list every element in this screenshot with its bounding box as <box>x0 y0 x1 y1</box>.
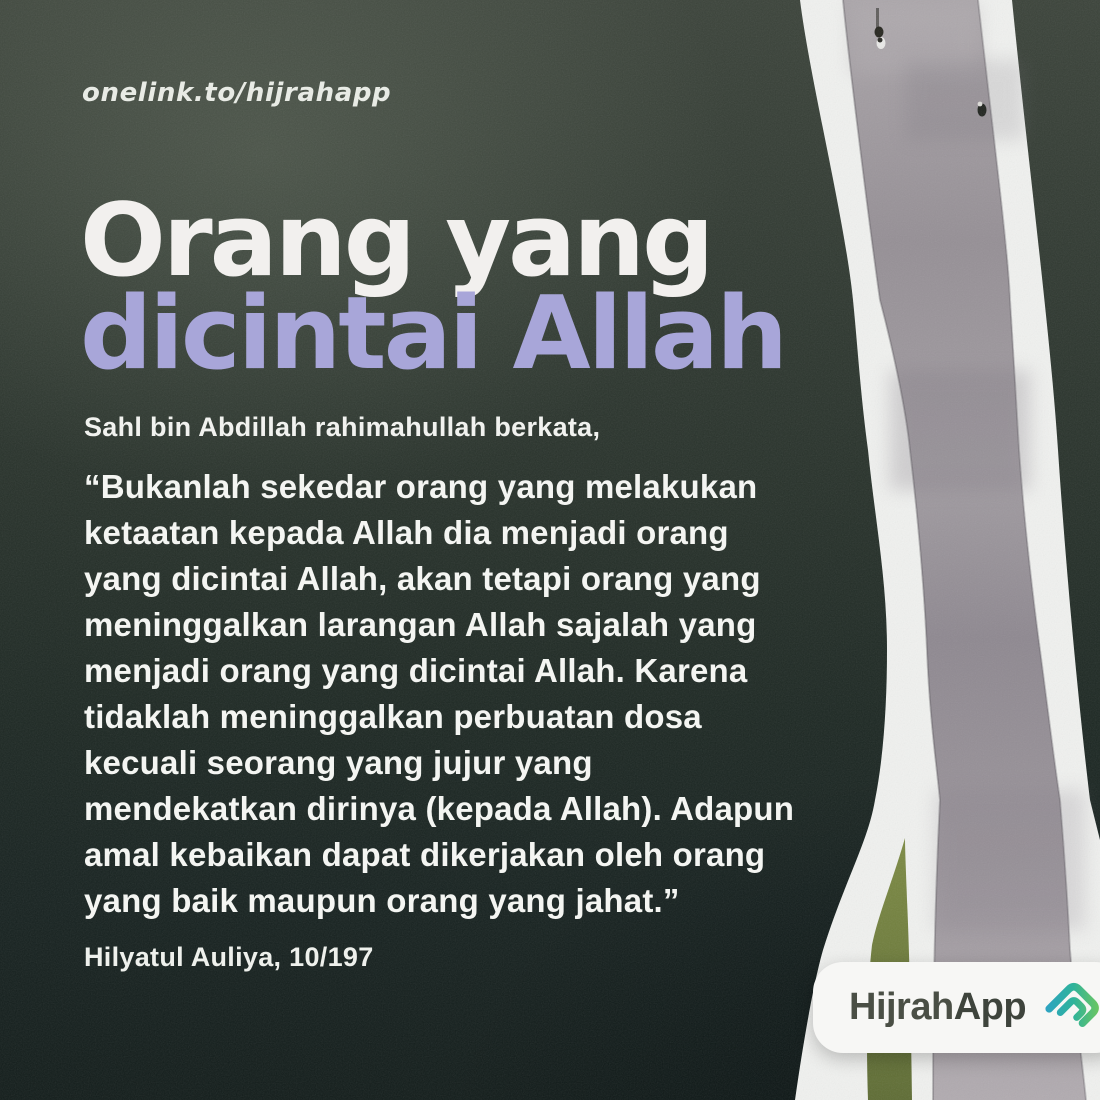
quote-line: ketaatan kepada Allah dia menjadi orang <box>84 514 729 551</box>
quote-line: yang dicintai Allah, akan tetapi orang yang <box>84 560 761 597</box>
quote-line: mendekatkan dirinya (kepada Allah). Adapun <box>84 790 795 827</box>
narrator-line: Sahl bin Abdillah rahimahullah berkata, <box>84 412 601 442</box>
headline <box>80 181 785 392</box>
quote-line: menjadi orang yang dicintai Allah. Karena <box>84 652 748 689</box>
quote-line: tidaklah meninggalkan perbuatan dosa <box>84 698 702 735</box>
quote-line: “Bukanlah sekedar orang yang melakukan <box>84 468 758 505</box>
headline-line1: Orang yang <box>80 181 712 299</box>
brand-name-regular: Hijrah <box>849 986 954 1028</box>
source-reference: Hilyatul Auliya, 10/197 <box>84 942 374 972</box>
hijrahapp-logo-icon <box>1044 979 1100 1037</box>
quote-line: yang baik maupun orang yang jahat.” <box>84 882 680 919</box>
headline-line2: dicintai Allah <box>80 274 785 392</box>
quote-line: meninggalkan larangan Allah sajalah yang <box>84 606 757 643</box>
hijrahapp-badge <box>813 962 1100 1053</box>
brand-name <box>849 986 1026 1029</box>
brand-name-bold: App <box>953 986 1027 1028</box>
quote-text <box>84 464 904 924</box>
app-link-text: onelink.to/hijrahapp <box>82 78 392 108</box>
quote-line: amal kebaikan dapat dikerjakan oleh orang <box>84 836 766 873</box>
quote-line: kecuali seorang yang jujur yang <box>84 744 593 781</box>
